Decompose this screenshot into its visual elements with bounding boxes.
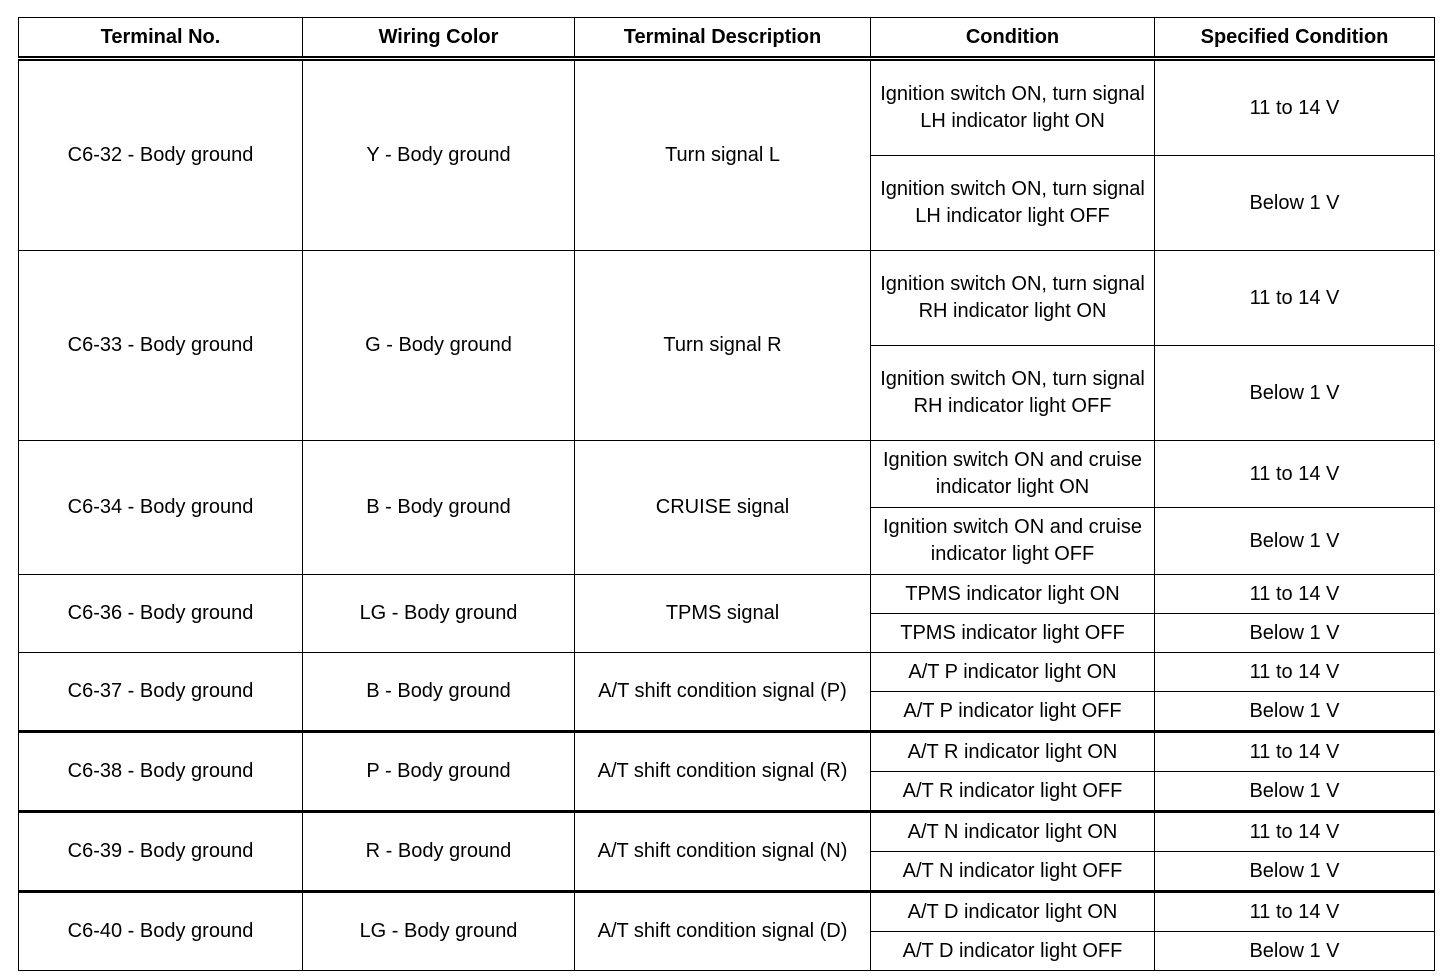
specified-cell: 11 to 14 V <box>1155 59 1435 156</box>
terminal-cell: C6-36 - Body ground <box>19 575 303 653</box>
description-cell: A/T shift condition signal (P) <box>575 653 871 732</box>
condition-cell: A/T D indicator light OFF <box>871 932 1155 971</box>
specified-cell: Below 1 V <box>1155 346 1435 441</box>
condition-cell: Ignition switch ON, turn signal RH indicator light OFF <box>871 346 1155 441</box>
table-row <box>19 812 1435 852</box>
wiring-cell: P - Body ground <box>303 732 575 812</box>
specified-cell: 11 to 14 V <box>1155 441 1435 508</box>
table-header <box>19 18 1435 59</box>
specified-cell: 11 to 14 V <box>1155 575 1435 614</box>
specified-cell: 11 to 14 V <box>1155 653 1435 692</box>
condition-cell: A/T N indicator light ON <box>871 812 1155 852</box>
condition-cell: TPMS indicator light ON <box>871 575 1155 614</box>
header-terminal-no: Terminal No. <box>19 18 303 59</box>
specified-cell: 11 to 14 V <box>1155 732 1435 772</box>
wiring-cell: G - Body ground <box>303 251 575 441</box>
header-row <box>19 18 1435 59</box>
header-specified-condition: Specified Condition <box>1155 18 1435 59</box>
description-cell: A/T shift condition signal (D) <box>575 892 871 971</box>
terminal-cell: C6-40 - Body ground <box>19 892 303 971</box>
header-condition: Condition <box>871 18 1155 59</box>
specified-cell: Below 1 V <box>1155 932 1435 971</box>
description-cell: TPMS signal <box>575 575 871 653</box>
description-cell: A/T shift condition signal (N) <box>575 812 871 892</box>
terminal-cell: C6-38 - Body ground <box>19 732 303 812</box>
description-cell: Turn signal R <box>575 251 871 441</box>
table-row <box>19 892 1435 932</box>
condition-cell: A/T P indicator light OFF <box>871 692 1155 732</box>
specified-cell: 11 to 14 V <box>1155 251 1435 346</box>
table-row <box>19 575 1435 614</box>
specified-cell: Below 1 V <box>1155 156 1435 251</box>
header-terminal-description: Terminal Description <box>575 18 871 59</box>
condition-cell: A/T R indicator light ON <box>871 732 1155 772</box>
specified-cell: Below 1 V <box>1155 614 1435 653</box>
wiring-cell: Y - Body ground <box>303 59 575 251</box>
specified-cell: Below 1 V <box>1155 508 1435 575</box>
wiring-cell: LG - Body ground <box>303 575 575 653</box>
condition-cell: A/T D indicator light ON <box>871 892 1155 932</box>
table-body <box>19 59 1435 971</box>
table-row <box>19 653 1435 692</box>
description-cell: A/T shift condition signal (R) <box>575 732 871 812</box>
terminal-cell: C6-32 - Body ground <box>19 59 303 251</box>
condition-cell: Ignition switch ON, turn signal LH indicator light OFF <box>871 156 1155 251</box>
terminal-spec-table <box>18 17 1435 971</box>
header-wiring-color: Wiring Color <box>303 18 575 59</box>
specified-cell: Below 1 V <box>1155 852 1435 892</box>
terminal-cell: C6-33 - Body ground <box>19 251 303 441</box>
table-row <box>19 59 1435 156</box>
table-row <box>19 441 1435 508</box>
specified-cell: 11 to 14 V <box>1155 892 1435 932</box>
condition-cell: A/T P indicator light ON <box>871 653 1155 692</box>
condition-cell: A/T N indicator light OFF <box>871 852 1155 892</box>
condition-cell: Ignition switch ON, turn signal RH indicator light ON <box>871 251 1155 346</box>
terminal-cell: C6-34 - Body ground <box>19 441 303 575</box>
wiring-cell: R - Body ground <box>303 812 575 892</box>
description-cell: CRUISE signal <box>575 441 871 575</box>
specified-cell: 11 to 14 V <box>1155 812 1435 852</box>
wiring-cell: LG - Body ground <box>303 892 575 971</box>
wiring-cell: B - Body ground <box>303 441 575 575</box>
description-cell: Turn signal L <box>575 59 871 251</box>
condition-cell: TPMS indicator light OFF <box>871 614 1155 653</box>
specified-cell: Below 1 V <box>1155 692 1435 732</box>
table-row <box>19 732 1435 772</box>
condition-cell: Ignition switch ON and cruise indicator light ON <box>871 441 1155 508</box>
terminal-cell: C6-39 - Body ground <box>19 812 303 892</box>
condition-cell: Ignition switch ON and cruise indicator light OFF <box>871 508 1155 575</box>
specified-cell: Below 1 V <box>1155 772 1435 812</box>
wiring-cell: B - Body ground <box>303 653 575 732</box>
condition-cell: Ignition switch ON, turn signal LH indicator light ON <box>871 59 1155 156</box>
table-row <box>19 251 1435 346</box>
terminal-cell: C6-37 - Body ground <box>19 653 303 732</box>
condition-cell: A/T R indicator light OFF <box>871 772 1155 812</box>
